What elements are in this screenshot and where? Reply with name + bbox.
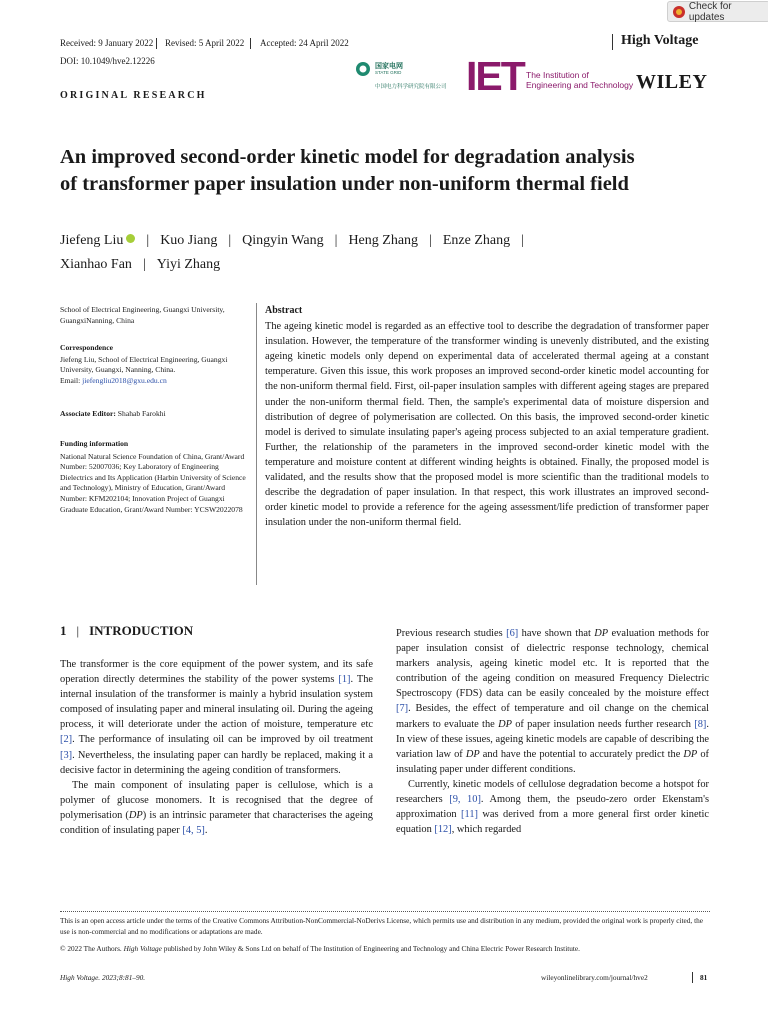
article-title: An improved second-order kinetic model for degradation analysis of transformer paper insulation under non-uniform thermal field bbox=[60, 146, 635, 195]
correspondence: Correspondence Jiefeng Liu, School of Electrical Engineering, Guangxi University, Guangxi, Nanning, China. Email: jiefengliu2018@gxu.edu.cn bbox=[60, 343, 228, 385]
journal-name: High Voltage bbox=[621, 33, 699, 48]
author-name: Kuo Jiang bbox=[160, 233, 218, 248]
abstract-text: The ageing kinetic model is regarded as an effective tool to describe the degradation of transformer paper insulation. However, the temperature of the transformer winding is unevenly distributed, and the existing ageing kinetic models only depend on experimental data of accelerated thermal ageing at a constant temperature. Given this issue, this work proposes an improved second-order kinetic model accounting for the non-uniform thermal field. First, oil-paper insulation samples with different ageing stages are prepared under the non-uniform thermal field. Then, the sample's experimental data of moisture dispersion and distribution of degree of polymerisation are collected. On this basis, the improved second-order kinetic model is derived to simulate insulating paper's ageing process subjected to an axial temperature gradient. Further, the relationship of the parameters in the improved second-order kinetic model with the temperature and moisture content at different winding heights is obtained. Finally, the proposed model is validated, and the results show that the proposed model is more scientific than the traditional models to describe the degradation of paper insulation. In that respect, this work illustrates an improved second-order kinetic model to provide a reference for the ageing assessment/life prediction of transformer paper insulation under the non-uniform thermal field. bbox=[265, 321, 709, 529]
wiley-logo: WILEY bbox=[636, 71, 708, 93]
footer-citation: High Voltage. 2023;8:81–90. bbox=[60, 973, 146, 982]
license-note: This is an open access article under the terms of the Creative Commons Attribution-NonCommercial-NoDerivs License, which permits use and distribution in any medium, provided the original work is properly cited, the use is non-commercial and no modifications or adaptations are made. bbox=[60, 916, 703, 936]
reference-link[interactable]: [11] bbox=[461, 809, 478, 821]
author-name: Heng Zhang bbox=[348, 233, 419, 248]
state-grid-logo: 国家电网 STATE GRID 中国电力科学研究院有限公司 bbox=[355, 60, 461, 94]
accepted-date: Accepted: 24 April 2022 bbox=[260, 38, 349, 48]
state-grid-icon bbox=[355, 61, 371, 77]
author-name: Qingyin Wang bbox=[242, 233, 324, 248]
author-list: Jiefeng Liu | Kuo Jiang | Qingyin Wang | Heng Zhang | Enze Zhang | Xianhao Fan | Yiyi Zhang bbox=[60, 233, 524, 272]
received-date: Received: 9 January 2022 bbox=[60, 38, 154, 48]
check-for-updates-button[interactable] bbox=[667, 1, 768, 22]
iet-institution-text: The Institution of Engineering and Technology bbox=[526, 70, 634, 90]
footer-url[interactable]: wileyonlinelibrary.com/journal/hve2 bbox=[541, 973, 648, 982]
crossmark-icon bbox=[673, 6, 685, 18]
reference-link[interactable]: [7] bbox=[396, 703, 409, 715]
author-name: Enze Zhang bbox=[442, 233, 511, 248]
affiliation: School of Electrical Engineering, Guangxi University, GuangxiNanning, China bbox=[60, 305, 225, 325]
body-left-column bbox=[60, 657, 373, 838]
paragraph: Currently, kinetic models of cellulose degradation become a hotspot for researchers [9, 10]. Among them, the pseudo-zero order Ekenstam's approximation [11] was derived from a more general first order kinetic equation [12], which regarded bbox=[396, 778, 709, 836]
check-for-updates-label: Check for updates bbox=[688, 0, 732, 23]
revised-date: Revised: 5 April 2022 bbox=[165, 38, 245, 48]
doi[interactable]: DOI: 10.1049/hve2.12226 bbox=[60, 56, 155, 66]
email-link[interactable]: jiefengliu2018@gxu.edu.cn bbox=[82, 375, 167, 385]
reference-link[interactable]: [9, 10] bbox=[449, 794, 481, 806]
reference-link[interactable]: [8] bbox=[694, 718, 707, 730]
funding-information: Funding information National Natural Science Foundation of China, Grant/Award Number: 52007036; Key Laboratory of Engineering Dielectrics and Its Application (Harbin University of Science and Technology), Ministry of Education, Grant/Award Number: KFM202104; Innovation Project of Guangxi Graduate Education, Grant/Award Number: YCSW2022078 bbox=[60, 439, 246, 514]
abstract-heading: Abstract bbox=[265, 305, 303, 316]
author-name: Xianhao Fan bbox=[60, 257, 132, 272]
orcid-icon[interactable] bbox=[126, 234, 135, 243]
reference-link[interactable]: [1] bbox=[338, 674, 351, 686]
paragraph: Previous research studies [6] have shown that DP evaluation methods for paper insulation consist of dielectric response technology, chemical markers analysis, ageing kinetic model etc. It is reported that the contribution of the ageing condition on measured Frequency Dielectric Spectroscopy (FDS) data can be easily concealed by the moisture effect [7]. Besides, the effect of temperature and oil change on the chemical markers to evaluate the DP of paper insulation needs further research [8]. In view of these issues, ageing kinetic models are capable of describing the variation law of DP and have the potential to accurately predict the DP of insulating paper under different conditions. bbox=[396, 628, 710, 775]
reference-link[interactable]: [12] bbox=[434, 824, 452, 836]
author-name: Jiefeng Liu bbox=[60, 233, 124, 248]
article-type: ORIGINAL RESEARCH bbox=[60, 90, 207, 101]
section-heading: 1 | INTRODUCTION bbox=[60, 623, 194, 638]
iet-logo: IET bbox=[466, 53, 524, 99]
reference-link[interactable]: [4, 5] bbox=[182, 825, 205, 837]
associate-editor: Associate Editor: Shahab Farokhi bbox=[60, 409, 166, 418]
paragraph: The main component of insulating paper is cellulose, which is a polymer of glucose monomers. It is recognised that the degree of polymerisation (DP) is an intrinsic parameter that characterises the ageing condition of insulating paper [4, 5]. bbox=[60, 779, 373, 837]
author-name: Yiyi Zhang bbox=[156, 257, 221, 272]
reference-link[interactable]: [3] bbox=[60, 749, 73, 761]
reference-link[interactable]: [6] bbox=[506, 628, 519, 639]
paragraph: The transformer is the core equipment of the power system, and its safe operation directly determines the stability of the power systems [1]. The internal insulation of the transformer is mainly a hybrid insulation system composed of insulating paper and mineral insulating oil. During the ageing process, it will deteriorate under the action of moisture, temperature etc [2]. The performance of insulating oil can be improved by oil treatment [3]. Nevertheless, the insulating paper can hardly be replaced, making it a decisive factor in determining the ageing condition of transformers. bbox=[60, 659, 373, 776]
page-number: 81 bbox=[700, 973, 708, 982]
abstract bbox=[265, 303, 709, 530]
copyright-note: © 2022 The Authors. High Voltage published by John Wiley & Sons Ltd on behalf of The Institution of Engineering and Technology and China Electric Power Research Institute. bbox=[60, 944, 580, 953]
reference-link[interactable]: [2] bbox=[60, 734, 73, 746]
body-right-column bbox=[396, 626, 709, 837]
